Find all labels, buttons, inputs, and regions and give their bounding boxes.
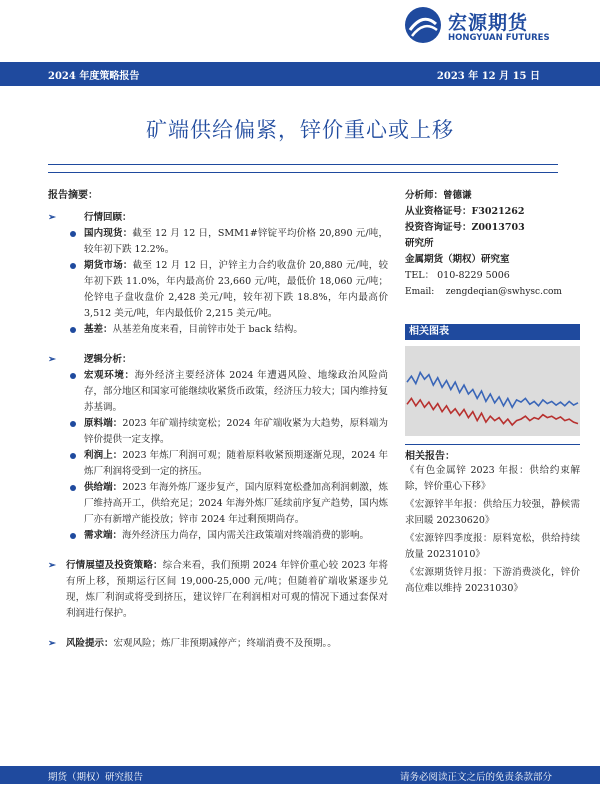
bullet-icon <box>70 327 76 333</box>
item-text: 2023 年炼厂利润可观；随着原料收紧预期逐渐兑现，2024 年炼厂利润将受到一定的挤压。 <box>84 450 388 477</box>
item-text: 海外经济压力尚存，国内需关注政策端对终端消费的影响。 <box>122 530 370 541</box>
item-label: 宏观环境： <box>84 370 135 381</box>
item-label: 国内现货： <box>84 228 133 239</box>
risk-text: 宏观风险；炼厂非预期减停产；终端消费不及预期。。 <box>113 638 337 649</box>
bullet-icon <box>70 453 76 459</box>
strategy-heading: 行情展望及投资策略： <box>66 560 163 571</box>
report-date: 2023 年 12 月 15 日 <box>436 71 540 82</box>
report-title: 矿端供给偏紧，锌价重心或上移 <box>146 118 454 142</box>
list-item <box>48 416 388 448</box>
analyst-info <box>405 188 580 300</box>
abstract-column <box>48 188 388 652</box>
arrow-icon: ➢ <box>48 638 56 649</box>
abstract-title: 报告摘要： <box>48 190 98 201</box>
arrow-icon: ➢ <box>48 560 56 571</box>
related-report-link[interactable]: 《宏源锌四季度报：原料宽松，供给持续放量 20231010》 <box>405 533 580 560</box>
company-logo <box>404 6 594 46</box>
section-heading-label: 逻辑分析： <box>84 354 132 365</box>
strategy-text: 综合来看，我们预期 2024 年锌价重心较 2023 年将有所上移，预期运行区间 19,000-25,000 元/吨；但随着矿端收紧逐步兑现，炼厂利润或将受到挤压，建议锌厂在利润相对可观的情况下通过套保对利润进行保护。 <box>66 560 388 619</box>
bullet-icon <box>70 421 76 427</box>
footer-left-text: 期货（期权）研究报告 <box>48 772 144 783</box>
report-type: 2024 年度策略报告 <box>48 71 140 82</box>
logo-mark-icon <box>404 6 442 44</box>
list-item <box>48 480 388 528</box>
item-label: 基差： <box>84 324 113 335</box>
related-reports-list <box>405 463 580 599</box>
bullet-icon <box>70 533 76 539</box>
email-row <box>405 284 580 300</box>
section-heading-logic <box>48 352 388 368</box>
bullet-icon <box>70 373 76 379</box>
telephone: TEL： 010-8229 5006 <box>405 270 510 281</box>
item-text: 截至 12 月 12 日，沪锌主力合约收盘价 20,880 元/吨，较年初下跌 11.0%，年内最高价 23,660 元/吨，最低价 18,060 元/吨；伦锌电子盘收盘价 2,428 美元/吨，较年初下跌 18.8%，年内最高价 3,512 美元/吨，年内最低价 2,215 美元/吨。 <box>84 260 388 319</box>
item-text: 2023 年矿端持续宽松；2024 年矿端收紧为大趋势，原料端为锌价提供一定支撑。 <box>84 418 388 445</box>
analyst-name: 分析师：曾德谦 <box>405 190 472 201</box>
list-item <box>48 448 388 480</box>
footer-bar <box>0 766 600 784</box>
list-item <box>48 258 388 322</box>
header-banner <box>0 62 600 86</box>
list-item <box>48 322 388 338</box>
risk-paragraph <box>48 636 388 652</box>
list-item <box>48 528 388 544</box>
bullet-icon <box>70 263 76 269</box>
arrow-icon: ➢ <box>48 354 56 365</box>
related-report-link[interactable]: 《有色金属锌 2023 年报：供给约束解除，锌价重心下移》 <box>405 465 580 492</box>
bullet-icon <box>70 231 76 237</box>
chart-section-title: 相关图表 <box>405 324 580 340</box>
bullet-icon <box>70 485 76 491</box>
item-text: 截至 12 月 12 日，SMM1#锌锭平均价格 20,890 元/吨，较年初下跌 12.2%。 <box>84 228 388 255</box>
related-report-link[interactable]: 《宏源期货锌月报：下游消费淡化，锌价高位难以维持 20231030》 <box>405 567 580 594</box>
price-chart <box>405 346 580 436</box>
email-link[interactable]: zengdeqian@swhysc.com <box>445 287 562 297</box>
logo-english-name: HONGYUAN FUTURES <box>448 33 550 43</box>
footer-disclaimer: 请务必阅读正文之后的免责条款部分 <box>399 772 552 783</box>
institute: 研究所 <box>405 238 434 249</box>
related-reports-title: 相关报告： <box>405 444 580 462</box>
risk-heading: 风险提示： <box>66 638 114 649</box>
divider-line <box>48 164 558 165</box>
item-text: 2023 年海外炼厂逐步复产，国内原料宽松叠加高利润刺激，炼厂维持高开工，供给充足；2024 年海外炼厂延续前序复产趋势，国内炼厂亦有新增产能投放；锌市 2024 年过剩预期尚存。 <box>84 482 388 525</box>
item-label: 供给端： <box>84 482 123 493</box>
item-text: 从基差角度来看，目前锌市处于 back 结构。 <box>112 324 303 335</box>
section-heading-label: 行情回顾： <box>84 212 132 223</box>
item-label: 利润上： <box>84 450 123 461</box>
strategy-paragraph <box>48 558 388 622</box>
email-label: Email: <box>405 287 435 297</box>
list-item <box>48 368 388 416</box>
practice-certificate: 从业资格证号：F3021262 <box>405 206 525 217</box>
divider-line <box>48 172 558 173</box>
chart-series-line-1 <box>407 373 578 408</box>
item-label: 原料端： <box>84 418 123 429</box>
list-item <box>48 226 388 258</box>
item-label: 需求端： <box>84 530 123 541</box>
arrow-icon: ➢ <box>48 212 56 223</box>
item-text: 海外经济主要经济体 2024 年遭遇风险、地缘政治风险尚存，部分地区和国家可能继续收紧货币政策，经济压力较大；国内维持复苏基调。 <box>84 370 389 413</box>
item-label: 期货市场： <box>84 260 133 271</box>
section-heading-market-review <box>48 210 388 226</box>
research-office: 金属期货（期权）研究室 <box>405 254 510 265</box>
logo-chinese-name: 宏源期货 <box>448 12 529 34</box>
related-report-link[interactable]: 《宏源锌半年报：供给压力较强，静候需求回暖 20230620》 <box>405 499 580 526</box>
consult-certificate: 投资咨询证号：Z0013703 <box>405 222 525 233</box>
